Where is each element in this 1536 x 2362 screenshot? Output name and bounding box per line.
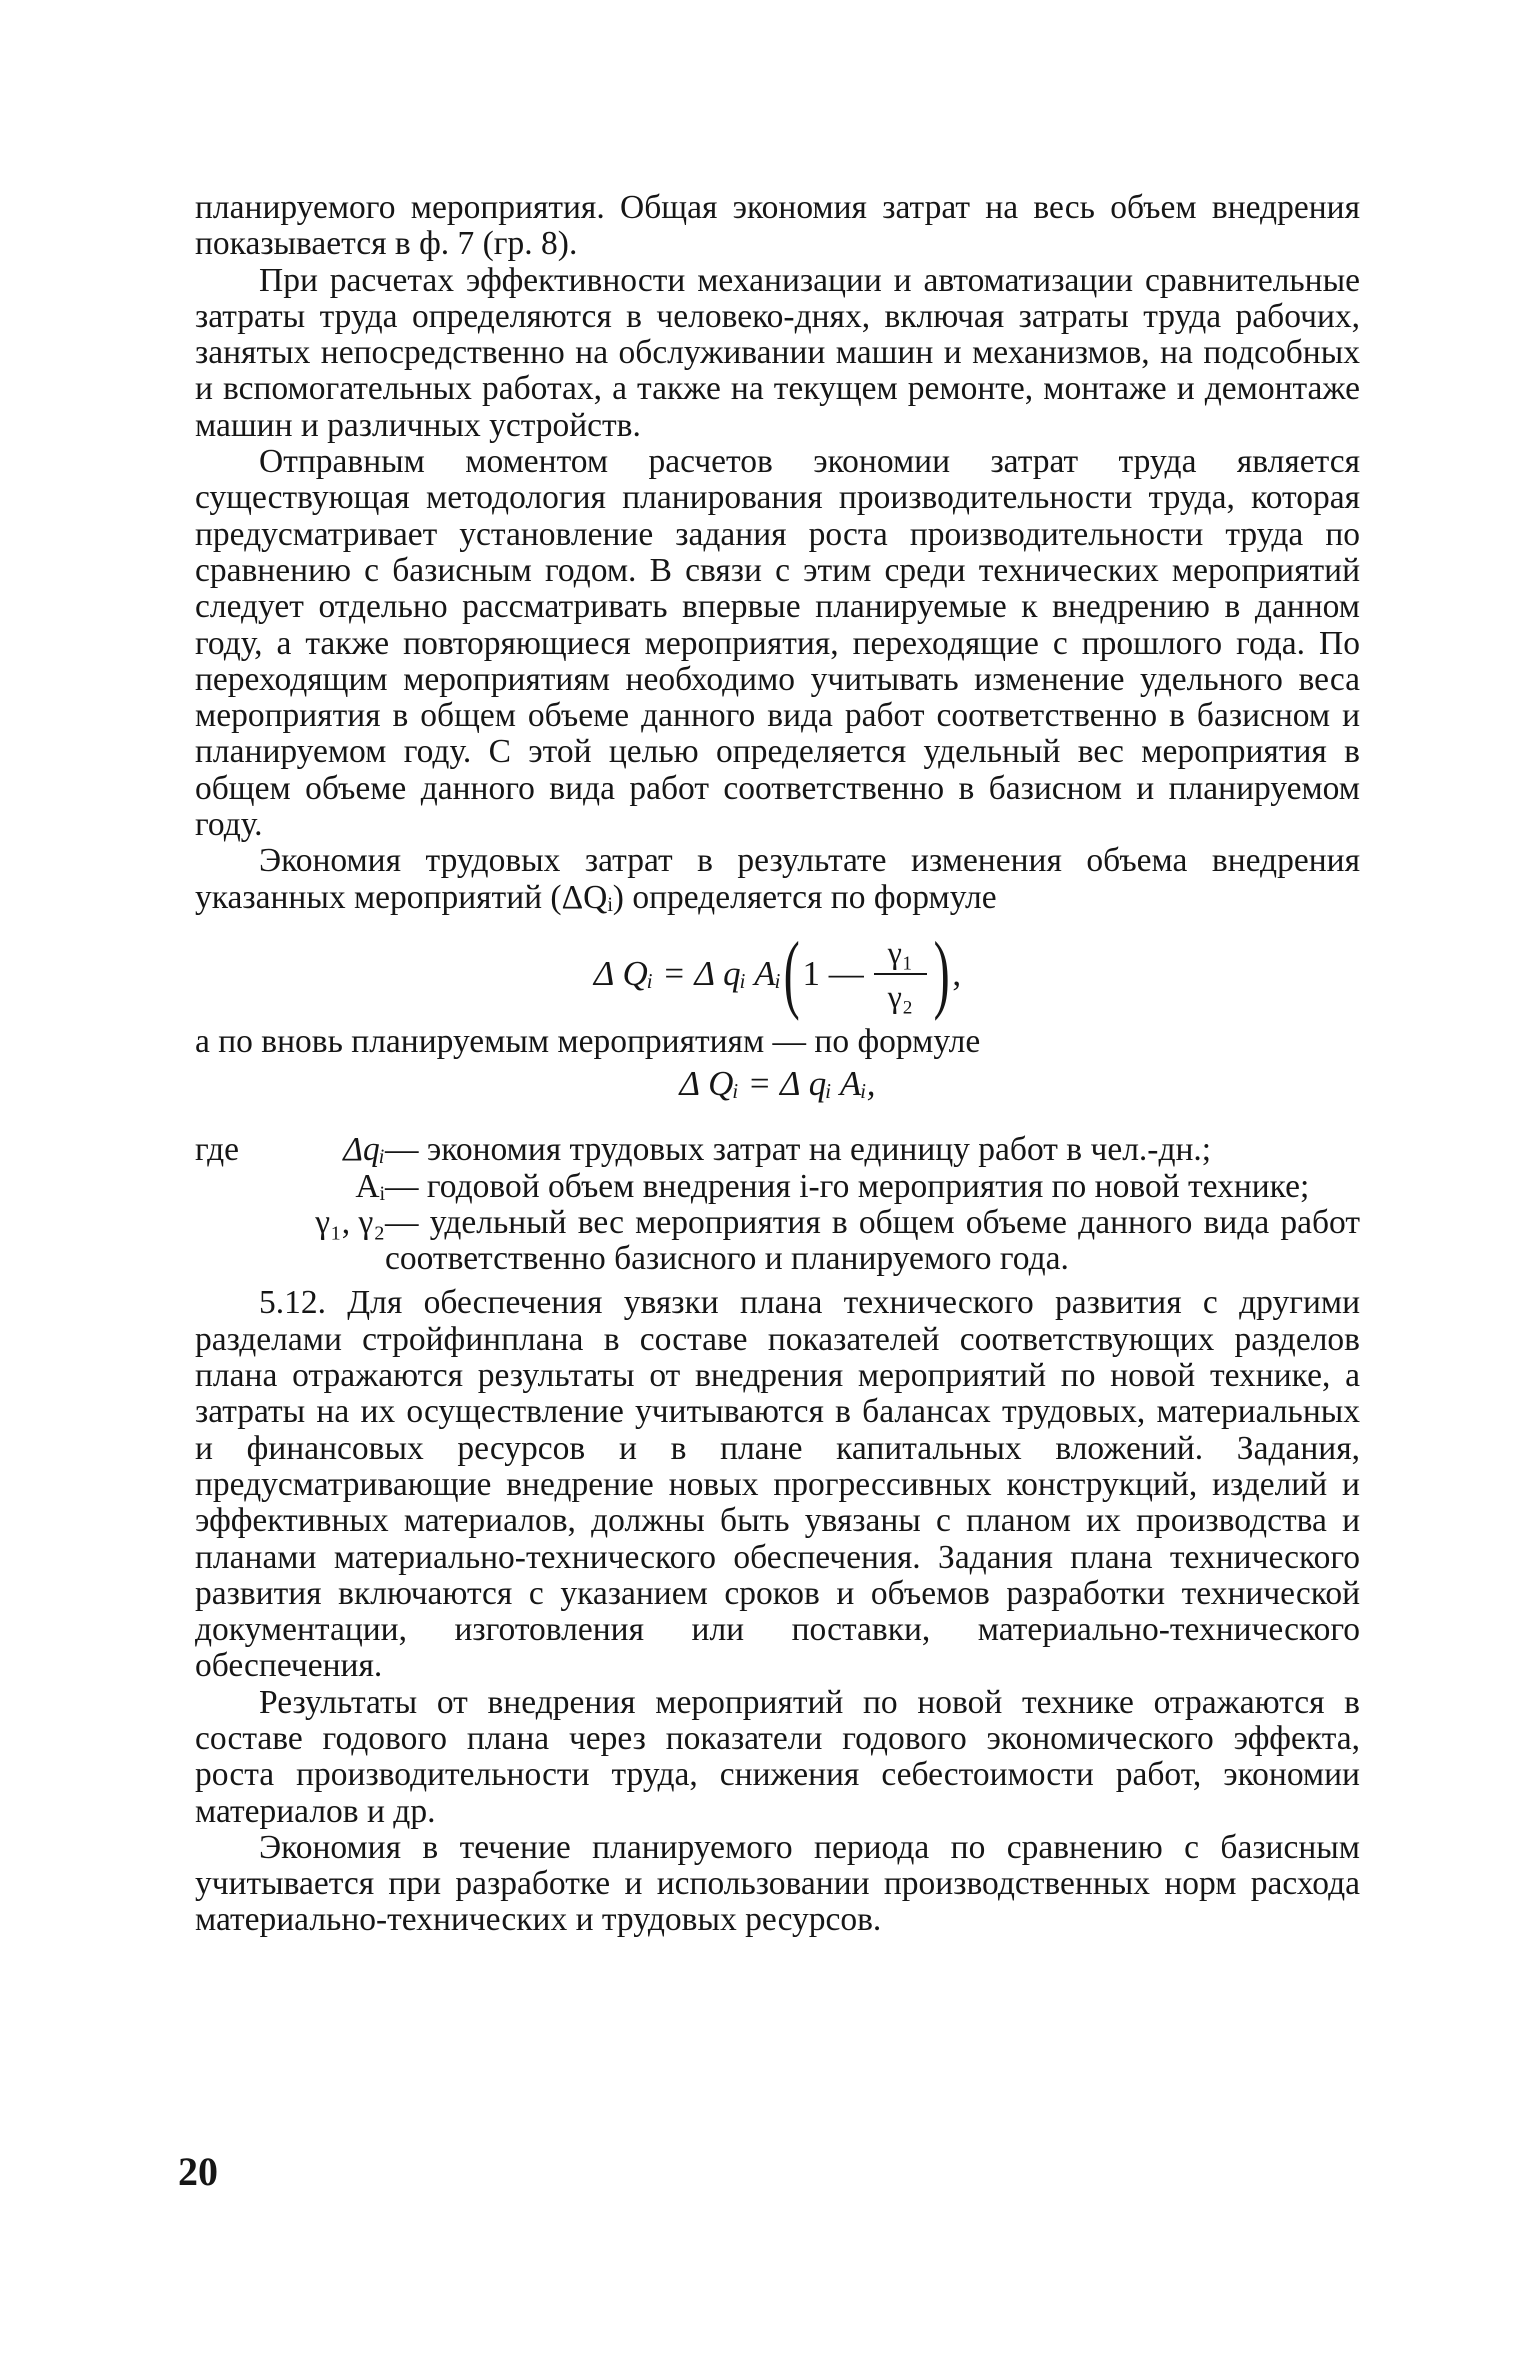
formula-1-denominator: γ₂ (887, 977, 914, 1014)
paragraph-1: планируемого мероприятия. Общая экономия затрат на весь объем внедрения показывается в ф. 7 (гр. 8). (195, 189, 1360, 263)
where-row-1 (195, 1132, 1360, 1168)
where-definition-3: — удельный вес мероприятия в общем объеме данного вида работ соответственно базисного и планируемого года. (385, 1203, 1360, 1278)
formula-1-numerator: γ₁ (874, 935, 927, 975)
formula-1-one-minus: 1 — (802, 953, 864, 993)
formula-1-close-paren: ) (933, 924, 950, 1022)
paragraph-7: Результаты от внедрения мероприятий по новой технике отражаются в составе годового плана через показатели годового экономического эффекта, роста производительности труда, снижения себестоимости работ, экономии материалов и др. (195, 1683, 1360, 1830)
formula-delta-q-transitional (195, 924, 1360, 1022)
page-number: 20 (178, 2149, 218, 2194)
where-label: где (195, 1131, 239, 1169)
paragraph-4: Экономия трудовых затрат в результате изменения объема внедрения указанных мероприятий (ΔQᵢ) определяется по формуле (195, 842, 1360, 916)
where-row-2 (195, 1169, 1360, 1205)
where-definition-1: — экономия трудовых затрат на единицу работ в чел.-дн.; (385, 1131, 1212, 1169)
paragraph-5: а по вновь планируемым мероприятиям — по формуле (195, 1022, 981, 1060)
where-definitions (195, 1132, 1360, 1277)
document-page (195, 190, 1360, 1939)
paragraph-2: При расчетах эффективности механизации и автоматизации сравнительные затраты труда определяются в человеко-днях, включая затраты труда рабочих, занятых непосредственно на обслуживании машин и механизмов, на подсобных и вспомогательных работах, а также на текущем ремонте, монтаже и демонтаже машин и различных устройств. (195, 261, 1360, 444)
where-definition-2: — годовой объем внедрения i-го мероприятия по новой технике; (385, 1167, 1310, 1205)
formula-1-trail: , (952, 953, 962, 993)
paragraph-3: Отправным моментом расчетов экономии затрат труда является существующая методология планирования производительности труда, которая предусматривает установление задания роста производительности труда по сравнению с базисным годом. В связи с этим среди технических мероприятий следует отдельно рассматривать впервые планируемые к внедрению в данном году, а также повторяющиеся мероприятия, переходящие с прошлого года. По переходящим мероприятиям необходимо учитывать изменение удельного веса мероприятия в общем объеме данного вида работ соответственно в базисном и планируемом году. С этой целью определяется удельный вес мероприятия в общем объеме данного вида работ соответственно в базисном и планируемом году. (195, 443, 1360, 844)
paragraph-6: 5.12. Для обеспечения увязки плана технического развития с другими разделами стройфинплана в составе показателей соответствующих разделов плана отражаются результаты от внедрения мероприятий по новой технике, а затраты на их осуществление учитываются в балансах трудовых, материальных и финансовых ресурсов и в плане капитальных вложений. Задания, предусматривающие внедрение новых прогрессивных конструкций, изделий и эффективных материалов, должны быть увязаны с планом их производства и планами материально-технического обеспечения. Задания плана технического развития включаются с указанием сроков и объемов разработки технической документации, изготовления или поставки, материально-технического обеспечения. (195, 1284, 1360, 1685)
where-symbol-1: Δqᵢ (343, 1131, 385, 1169)
where-row-3 (195, 1205, 1360, 1278)
where-symbol-3: γ₁, γ₂ (315, 1203, 385, 1241)
formula-1-open-paren: ( (783, 924, 800, 1022)
paragraph-8: Экономия в течение планируемого периода по сравнению с базисным учитывается при разработке и использовании производственных норм расхода материально-технических и трудовых ресурсов. (195, 1828, 1360, 1939)
formula-delta-q-new (195, 1064, 1360, 1104)
formula-1-lhs: Δ Qᵢ = Δ qᵢ Aᵢ (593, 953, 782, 993)
where-symbol-2: Aᵢ (355, 1167, 385, 1205)
formula-2-text: Δ Qᵢ = Δ qᵢ Aᵢ, (679, 1064, 876, 1104)
formula-1-fraction (874, 935, 927, 1013)
